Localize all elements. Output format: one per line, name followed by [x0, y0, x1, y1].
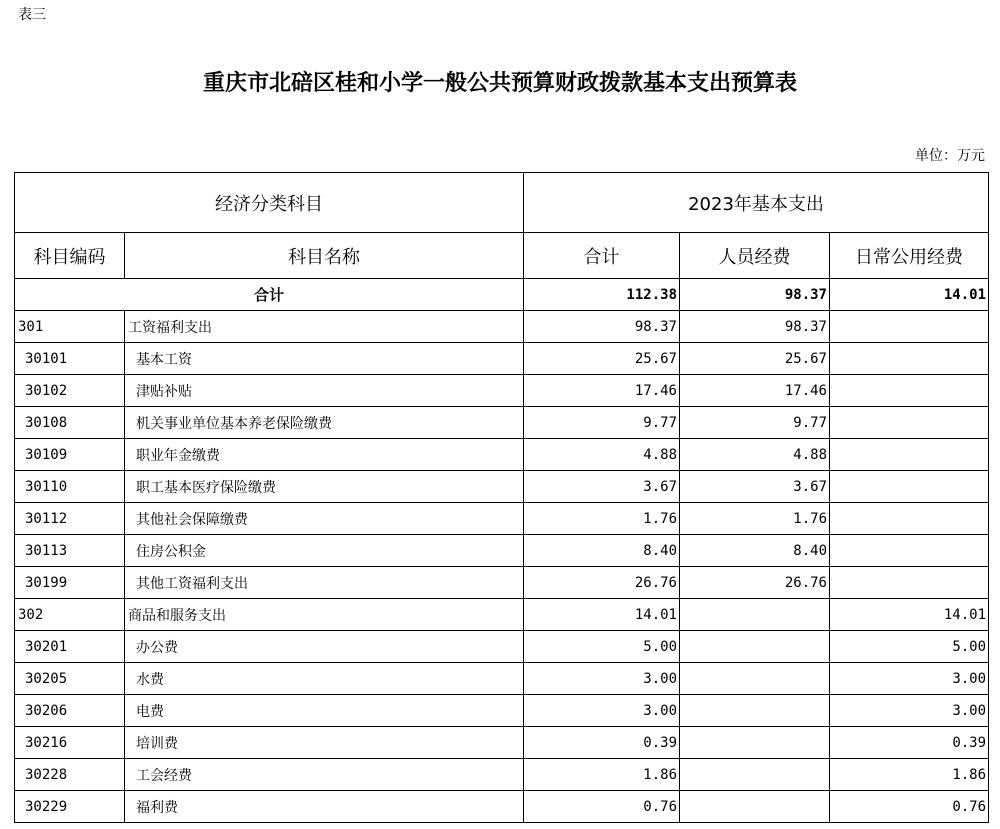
table-row: [15, 695, 989, 727]
total-cell: 17.46: [524, 375, 680, 407]
table-row: [15, 599, 989, 631]
subject-code-cell: 30205: [15, 663, 125, 695]
budget-table: [14, 172, 989, 823]
subject-code-cell: 30101: [15, 343, 125, 375]
total-cell: 4.88: [524, 439, 680, 471]
public-cell: 14.01: [830, 599, 989, 631]
personnel-cell: [680, 759, 830, 791]
personnel-cell: 8.40: [680, 535, 830, 567]
personnel-cell: 98.37: [680, 311, 830, 343]
total-public: 14.01: [830, 279, 989, 311]
table-number-label: 表三: [18, 7, 46, 23]
total-cell: 3.00: [524, 663, 680, 695]
public-cell: [830, 471, 989, 503]
subject-name-cell: 住房公积金: [125, 535, 524, 567]
personnel-cell: [680, 599, 830, 631]
public-cell: 1.86: [830, 759, 989, 791]
total-cell: 1.76: [524, 503, 680, 535]
subject-name-cell: 工会经费: [125, 759, 524, 791]
total-row: [15, 279, 989, 311]
total-cell: 0.39: [524, 727, 680, 759]
personnel-cell: [680, 663, 830, 695]
subject-name-cell: 津贴补贴: [125, 375, 524, 407]
table-row: [15, 311, 989, 343]
subject-name-cell: 其他工资福利支出: [125, 567, 524, 599]
subject-name-cell: 机关事业单位基本养老保险缴费: [125, 407, 524, 439]
subject-name-cell: 职工基本医疗保险缴费: [125, 471, 524, 503]
table-row: [15, 727, 989, 759]
personnel-cell: 9.77: [680, 407, 830, 439]
page-title: 重庆市北碚区桂和小学一般公共预算财政拨款基本支出预算表: [202, 70, 797, 96]
unit-label: 单位：万元: [915, 148, 985, 164]
subject-code-cell: 30110: [15, 471, 125, 503]
subject-name-cell: 基本工资: [125, 343, 524, 375]
header-personnel: 人员经费: [680, 233, 830, 279]
subject-name-cell: 培训费: [125, 727, 524, 759]
subject-name-cell: 职业年金缴费: [125, 439, 524, 471]
table-row: [15, 343, 989, 375]
subject-code-cell: 30229: [15, 791, 125, 823]
subject-code-cell: 30113: [15, 535, 125, 567]
total-cell: 98.37: [524, 311, 680, 343]
subject-code-cell: 30201: [15, 631, 125, 663]
header-row-group: [15, 173, 989, 233]
table-row: [15, 663, 989, 695]
subject-name-cell: 其他社会保障缴费: [125, 503, 524, 535]
personnel-cell: [680, 695, 830, 727]
total-personnel: 98.37: [680, 279, 830, 311]
subject-code-cell: 30109: [15, 439, 125, 471]
subject-name-cell: 福利费: [125, 791, 524, 823]
public-cell: [830, 407, 989, 439]
subject-name-cell: 办公费: [125, 631, 524, 663]
total-cell: 1.86: [524, 759, 680, 791]
header-subject-name: 科目名称: [125, 233, 524, 279]
public-cell: [830, 343, 989, 375]
total-cell: 3.67: [524, 471, 680, 503]
table-row: [15, 439, 989, 471]
public-cell: [830, 567, 989, 599]
header-row-columns: [15, 233, 989, 279]
public-cell: 3.00: [830, 695, 989, 727]
subject-code-cell: 30108: [15, 407, 125, 439]
subject-name-cell: 电费: [125, 695, 524, 727]
table-row: [15, 759, 989, 791]
total-cell: 3.00: [524, 695, 680, 727]
table-row: [15, 503, 989, 535]
personnel-cell: 25.67: [680, 343, 830, 375]
public-cell: [830, 503, 989, 535]
total-label: 合计: [15, 279, 524, 311]
subject-name-cell: 水费: [125, 663, 524, 695]
total-cell: 26.76: [524, 567, 680, 599]
subject-code-cell: 30102: [15, 375, 125, 407]
public-cell: 0.39: [830, 727, 989, 759]
table-row: [15, 535, 989, 567]
header-economic-category: 经济分类科目: [15, 173, 524, 233]
total-cell: 0.76: [524, 791, 680, 823]
table-row: [15, 471, 989, 503]
subject-code-cell: 30112: [15, 503, 125, 535]
public-cell: [830, 375, 989, 407]
personnel-cell: 1.76: [680, 503, 830, 535]
personnel-cell: 4.88: [680, 439, 830, 471]
table-row: [15, 407, 989, 439]
header-subject-code: 科目编码: [15, 233, 125, 279]
total-cell: 5.00: [524, 631, 680, 663]
header-2023-basic-expenditure: 2023年基本支出: [524, 173, 989, 233]
personnel-cell: 26.76: [680, 567, 830, 599]
subject-code-cell: 301: [15, 311, 125, 343]
public-cell: [830, 311, 989, 343]
subject-code-cell: 302: [15, 599, 125, 631]
public-cell: 0.76: [830, 791, 989, 823]
table-row: [15, 567, 989, 599]
total-cell: 8.40: [524, 535, 680, 567]
personnel-cell: 17.46: [680, 375, 830, 407]
subject-name-cell: 商品和服务支出: [125, 599, 524, 631]
table-row: [15, 375, 989, 407]
subject-code-cell: 30199: [15, 567, 125, 599]
subject-code-cell: 30228: [15, 759, 125, 791]
total-cell: 9.77: [524, 407, 680, 439]
personnel-cell: 3.67: [680, 471, 830, 503]
header-total: 合计: [524, 233, 680, 279]
total-cell: 25.67: [524, 343, 680, 375]
subject-code-cell: 30206: [15, 695, 125, 727]
public-cell: [830, 439, 989, 471]
personnel-cell: [680, 791, 830, 823]
subject-code-cell: 30216: [15, 727, 125, 759]
public-cell: 5.00: [830, 631, 989, 663]
total-amount: 112.38: [524, 279, 680, 311]
table-row: [15, 791, 989, 823]
personnel-cell: [680, 631, 830, 663]
table-row: [15, 631, 989, 663]
header-public: 日常公用经费: [830, 233, 989, 279]
public-cell: 3.00: [830, 663, 989, 695]
subject-name-cell: 工资福利支出: [125, 311, 524, 343]
personnel-cell: [680, 727, 830, 759]
public-cell: [830, 535, 989, 567]
total-cell: 14.01: [524, 599, 680, 631]
